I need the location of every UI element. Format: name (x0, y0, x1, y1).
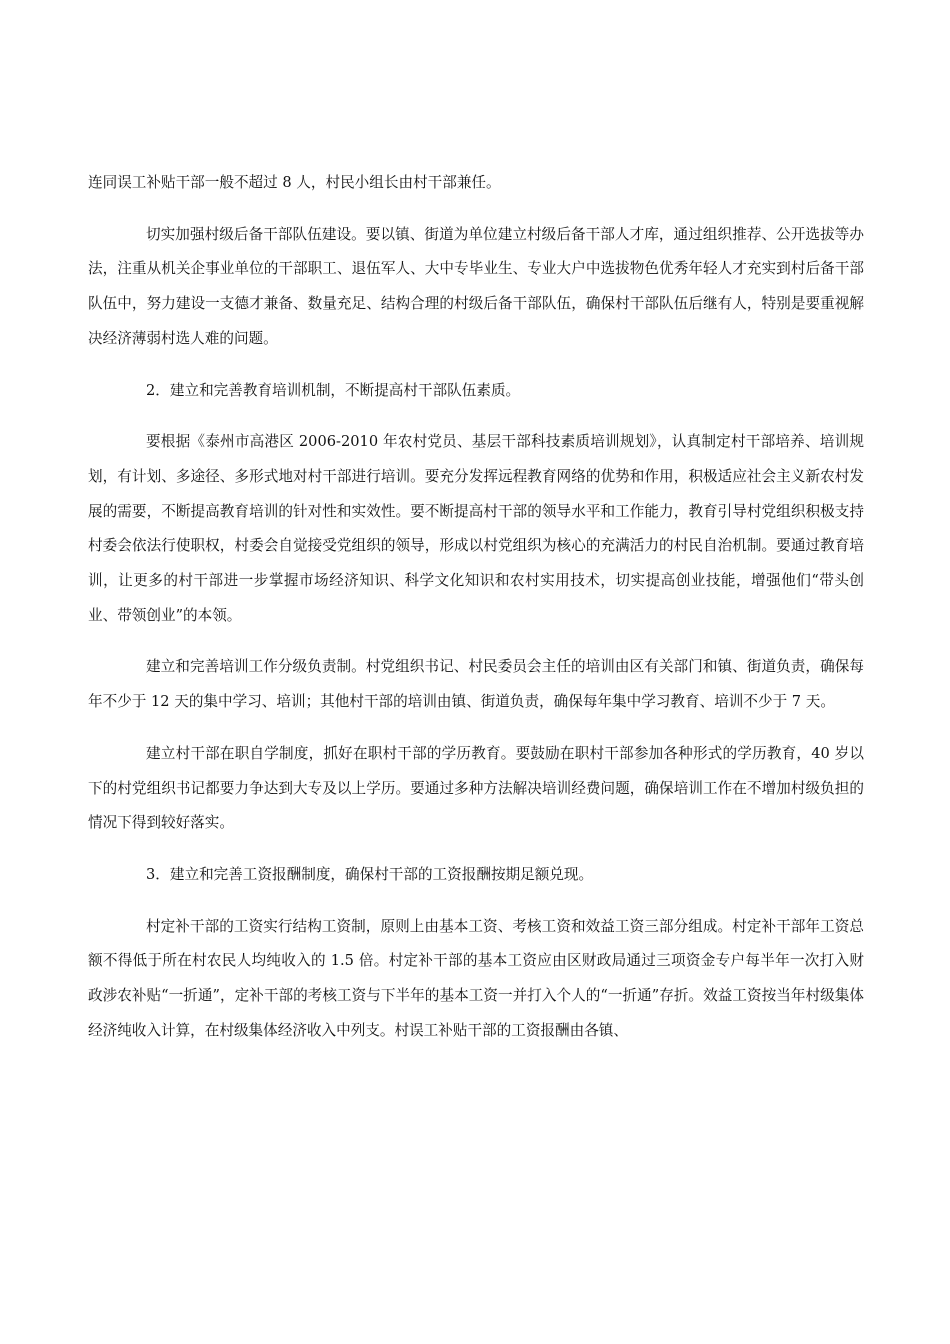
paragraph-continuation: 连同误工补贴干部一般不超过 8 人，村民小组长由村干部兼任。 (88, 174, 501, 191)
paragraph-self-study: 建立村干部在职自学制度，抓好在职村干部的学历教育。要鼓励在职村干部参加各种形式的学历教育，40 岁以下的村党组织书记都要力争达到大专及以上学历。要通过多种方法解决培训经费问题，确保培训工作在不增加村级负担的情况下得到较好落实。 (88, 744, 864, 832)
paragraph-training-plan: 要根据《泰州市高港区 2006-2010 年农村党员、基层干部科技素质培训规划》，认真制定村干部培养、培训规划，有计划、多途径、多形式地对村干部进行培训。要充分发挥远程教育网络的优势和作用，积极适应社会主义新农村发展的需要，不断提高教育培训的针对性和实效性。要不断提高村干部的领导水平和工作能力，教育引导村党组织积极支持村委会依法行使职权，村委会自觉接受党组织的领导，形成以村党组织为核心的充满活力的村民自治机制。要通过教育培训，让更多的村干部进一步掌握市场经济知识、科学文化知识和农村实用技术，切实提高创业技能，增强他们“带头创业、带领创业”的本领。 (88, 433, 864, 624)
section-heading-2: 2．建立和完善教育培训机制，不断提高村干部队伍素质。 (146, 381, 521, 399)
paragraph-reserve-cadres: 切实加强村级后备干部队伍建设。要以镇、街道为单位建立村级后备干部人才库，通过组织推荐、公开选拔等办法，注重从机关企事业单位的干部职工、退伍军人、大中专毕业生、专业大户中选拔物色优秀年轻人才充实到村后备干部队伍中，努力建设一支德才兼备、数量充足、结构合理的村级后备干部队伍，确保村干部队伍后继有人，特别是要重视解决经济薄弱村选人难的问题。 (88, 225, 864, 347)
paragraph-salary-structure: 村定补干部的工资实行结构工资制，原则上由基本工资、考核工资和效益工资三部分组成。村定补干部年工资总额不得低于所在村农民人均纯收入的 1.5 倍。村定补干部的基本工资应由区财政局通过三项资金专户每半年一次打入财政涉农补贴“一折通”，定补干部的考核工资与下半年的基本工资一并打入个人的“一折通”存折。效益工资按当年村级集体经济纯收入计算，在村级集体经济收入中列支。村误工补贴干部的工资报酬由各镇、 (88, 917, 864, 1039)
section-heading-3: 3．建立和完善工资报酬制度，确保村干部的工资报酬按期足额兑现。 (146, 865, 594, 883)
paragraph-training-responsibility: 建立和完善培训工作分级负责制。村党组织书记、村民委员会主任的培训由区有关部门和镇、街道负责，确保每年不少于 12 天的集中学习、培训；其他村干部的培训由镇、街道负责，确保每年集中学习教育、培训不少于 7 天。 (88, 658, 864, 711)
document-body (88, 166, 864, 1065)
